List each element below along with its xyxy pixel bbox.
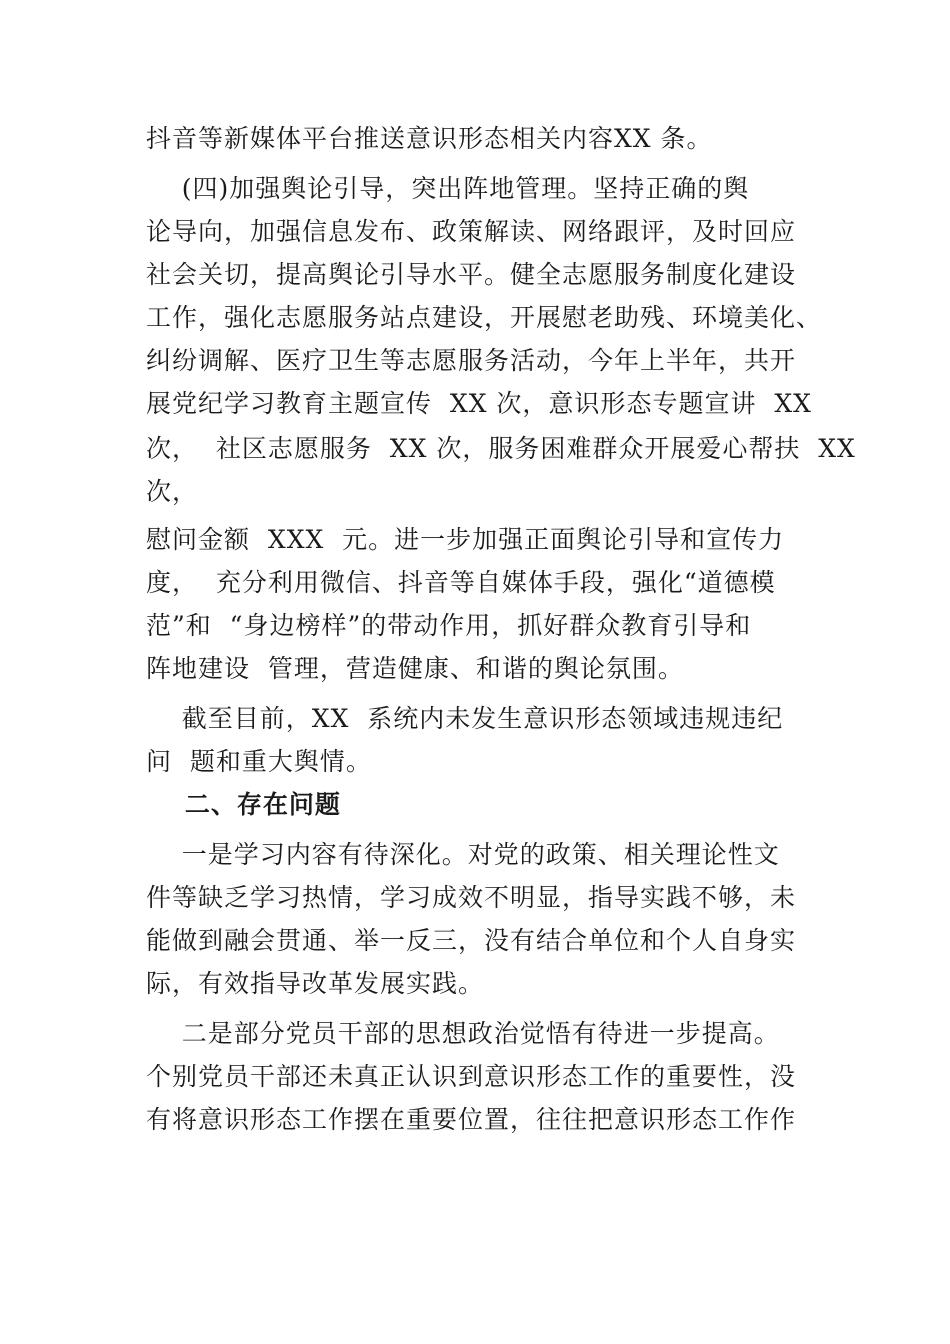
text-line: 范”和 “身边榜样”的带动作用，抓好群众教育引导和 [146,611,752,640]
text-line: 次， 社区志愿服务 XX 次，服务困难群众开展爱心帮扶 XX [146,434,856,463]
text-line: 论导向，加强信息发布、政策解读、网络跟评，及时回应 [146,217,797,246]
text-line: 次， [146,477,199,506]
text-line: 件等缺乏学习热情，学习成效不明显，指导实践不够，未 [146,883,797,912]
text-line: 截至目前，XX 系统内未发生意识形态领域违规违纪 [146,704,784,733]
text-line: 工作，强化志愿服务站点建设，开展慰老助残、环境美化、 [146,303,823,332]
text-line: 慰问金额 XXX 元。进一步加强正面舆论引导和宣传力 [146,525,785,554]
text-line: 际，有效指导改革发展实践。 [146,969,485,998]
text-line: 有将意识形态工作摆在重要位置，往往把意识形态工作作 [146,1105,797,1134]
text-line: 一是学习内容有待深化。对党的政策、相关理论性文 [146,840,780,869]
text-line: 阵地建设 管理，营造健康、和谐的舆论氛围。 [146,654,684,683]
text-line: 社会关切，提高舆论引导水平。健全志愿服务制度化建设 [146,260,797,289]
text-line: 度， 充分利用微信、抖音等自媒体手段，强化“道德模 [146,568,776,597]
text-line: 二是部分党员干部的思想政治觉悟有待进一步提高。 [146,1019,780,1048]
text-line: 纠纷调解、医疗卫生等志愿服务活动，今年上半年，共开 [146,346,797,375]
section-heading: 二、存在问题 [146,790,341,819]
text-line: 抖音等新媒体平台推送意识形态相关内容XX 条。 [146,124,713,153]
text-line: 能做到融会贯通、举一反三，没有结合单位和个人自身实 [146,926,797,955]
text-line: 个别党员干部还未真正认识到意识形态工作的重要性，没 [146,1062,797,1091]
text-line: (四)加强舆论引导，突出阵地管理。坚持正确的舆 [146,174,750,203]
text-line: 展党纪学习教育主题宣传 XX 次，意识形态专题宣讲 XX [146,389,812,418]
text-line: 问 题和重大舆情。 [146,747,372,776]
